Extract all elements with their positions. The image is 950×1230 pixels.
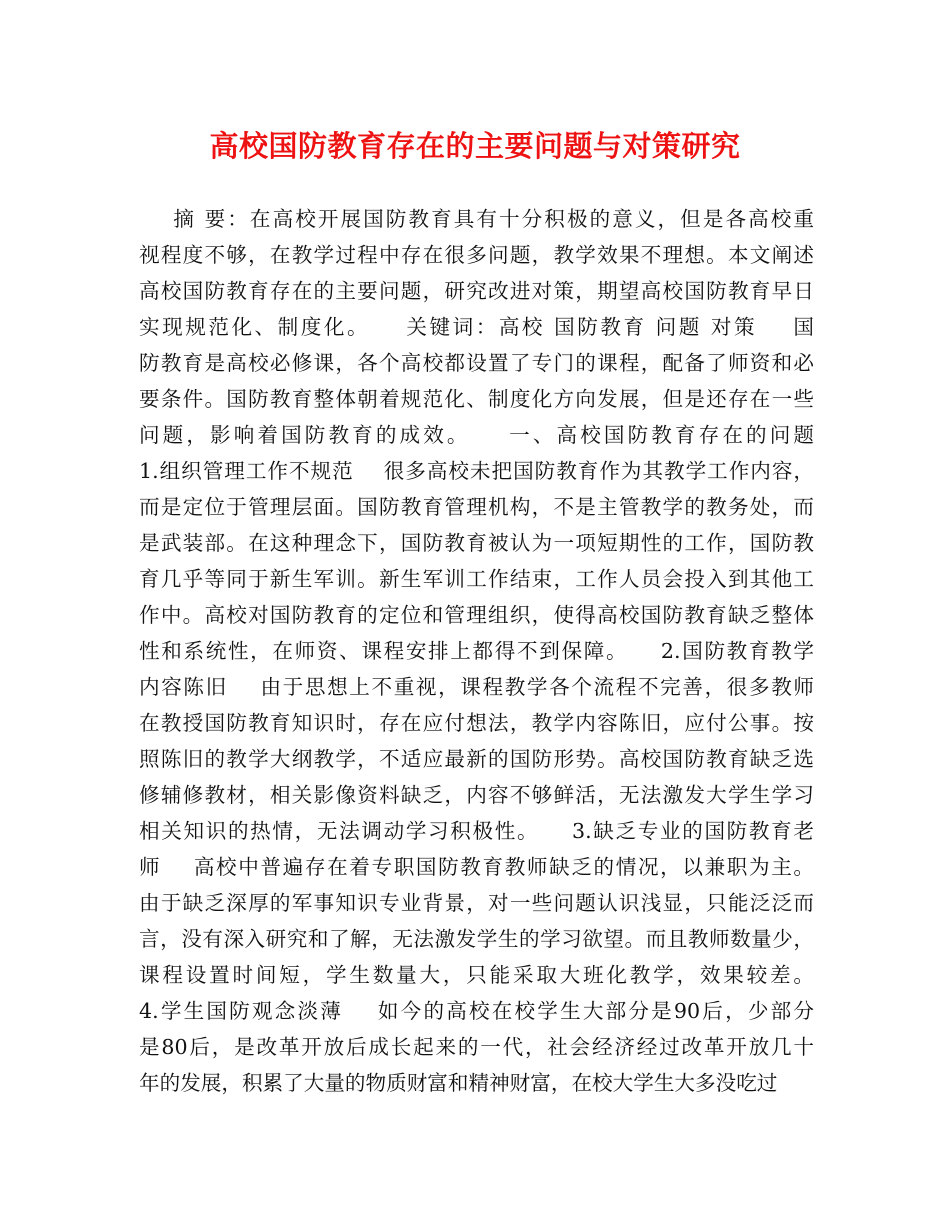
body-line: 师 高校中普遍存在着专职国防教育教师缺乏的情况，以兼职为主。 [139,855,814,879]
body-line: 是80后，是改革开放后成长起来的一代，社会经济经过改革开放几十 [139,1035,814,1059]
document-body [139,201,814,1101]
body-line: 要条件。国防教育整体朝着规范化、制度化方向发展，但是还存在一些 [139,387,814,411]
body-line: 视程度不够，在教学过程中存在很多问题，教学效果不理想。本文阐述 [139,243,814,267]
body-line: 作中。高校对国防教育的定位和管理组织，使得高校国防教育缺乏整体 [139,603,814,627]
body-line: 年的发展，积累了大量的物质财富和精神财富，在校大学生大多没吃过 [139,1071,778,1095]
body-line: 问题，影响着国防教育的成效。 一、高校国防教育存在的问题 [139,423,814,447]
body-line: 在教授国防教育知识时，存在应付想法，教学内容陈旧，应付公事。按 [139,711,814,735]
body-line: 1.组织管理工作不规范 很多高校未把国防教育作为其教学工作内容， [139,459,814,483]
body-line: 育几乎等同于新生军训。新生军训工作结束，工作人员会投入到其他工 [139,567,814,591]
body-line: 言，没有深入研究和了解，无法激发学生的学习欲望。而且教师数量少， [139,927,814,951]
body-line: 课程设置时间短，学生数量大，只能采取大班化教学，效果较差。 [139,963,814,987]
body-line: 摘 要：在高校开展国防教育具有十分积极的意义，但是各高校重 [139,207,814,231]
body-line: 而是定位于管理层面。国防教育管理机构，不是主管教学的教务处，而 [139,495,814,519]
body-line: 内容陈旧 由于思想上不重视，课程教学各个流程不完善，很多教师 [139,675,814,699]
body-line: 防教育是高校必修课，各个高校都设置了专门的课程，配备了师资和必 [139,351,814,375]
document-title: 高校国防教育存在的主要问题与对策研究 [209,129,741,163]
body-line: 照陈旧的教学大纲教学，不适应最新的国防形势。高校国防教育缺乏选 [139,747,814,771]
body-line: 由于缺乏深厚的军事知识专业背景，对一些问题认识浅显，只能泛泛而 [139,891,814,915]
body-line: 性和系统性，在师资、课程安排上都得不到保障。 2.国防教育教学 [139,639,814,663]
body-line: 高校国防教育存在的主要问题，研究改进对策，期望高校国防教育早日 [139,279,814,303]
body-line: 相关知识的热情，无法调动学习积极性。 3.缺乏专业的国防教育老 [139,819,814,843]
body-line: 修辅修教材，相关影像资料缺乏，内容不够鲜活，无法激发大学生学习 [139,783,814,807]
body-line: 是武装部。在这种理念下，国防教育被认为一项短期性的工作，国防教 [139,531,814,555]
body-line: 4.学生国防观念淡薄 如今的高校在校学生大部分是90后，少部分 [139,999,814,1023]
body-line: 实现规范化、制度化。 关键词：高校 国防教育 问题 对策 国 [139,315,814,339]
